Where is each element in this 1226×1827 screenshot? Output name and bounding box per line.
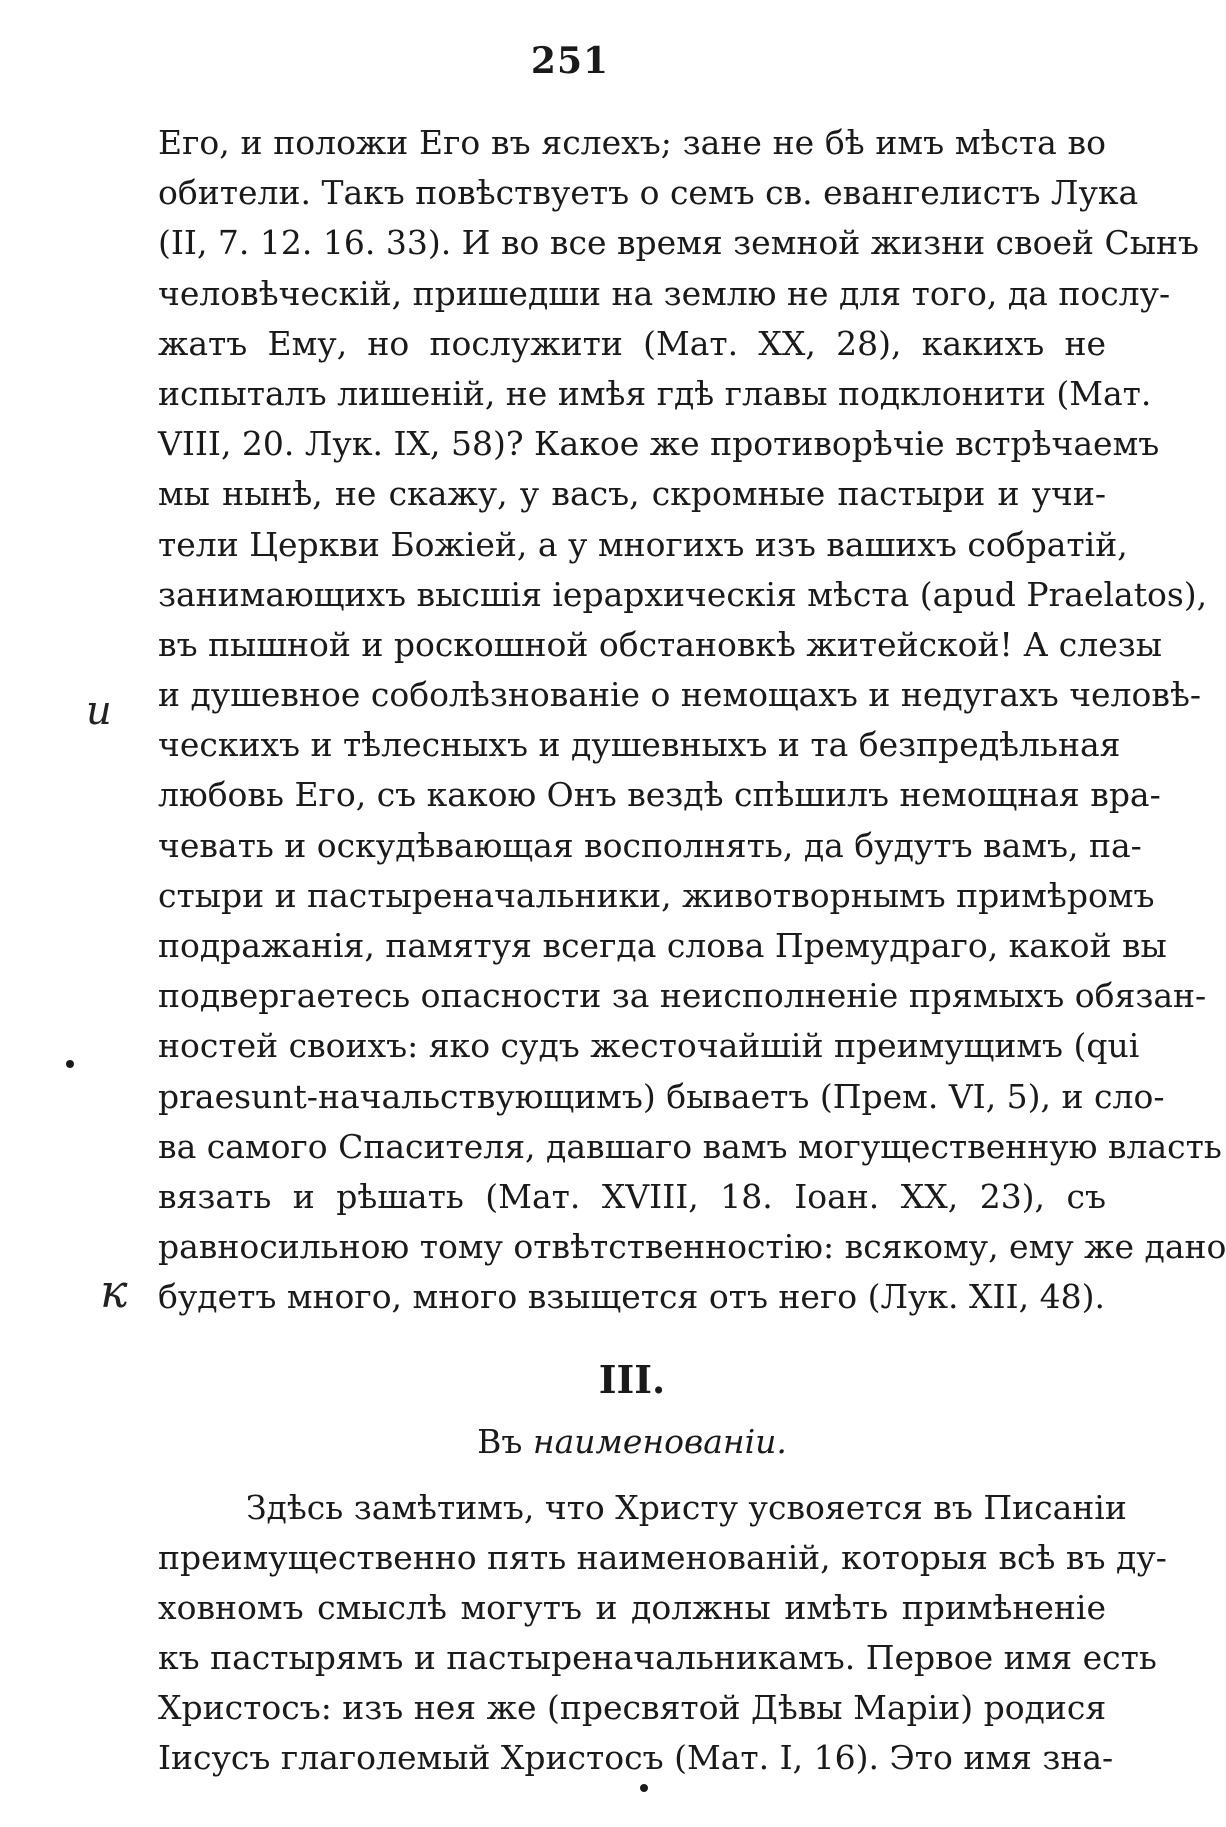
bottom-dot	[640, 1784, 648, 1792]
text-line: занимающихъ высшія іерархическія мѣста (apud Praelatos),	[158, 574, 1208, 614]
body-text	[158, 118, 1226, 1784]
text-line: тели Церкви Божіей, а у многихъ изъ вашихъ собратій,	[158, 524, 1128, 564]
text-line: обители. Такъ повѣствуетъ о семъ св. евангелистъ Лука	[158, 173, 1139, 213]
text-line: Его, и положи Его въ яслехъ; зане не бѣ имъ мѣста во	[158, 123, 1106, 162]
text-line: жатъ Ему, но послужити (Мат. XX, 28), какихъ не	[158, 323, 1106, 363]
text-line: ческихъ и тѣлесныхъ и душевныхъ и та безпредѣльная	[158, 725, 1121, 765]
text-line: любовь Его, съ какою Онъ вездѣ спѣшилъ немощная вра-	[158, 775, 1161, 815]
text-line: Христосъ: изъ нея же (пресвятой Дѣвы Маріи) родися	[158, 1688, 1107, 1728]
page-number: 251	[530, 40, 610, 82]
text-line: преимущественно пять наименованій, которыя всѣ въ ду-	[158, 1537, 1167, 1577]
text-line: стыри и пастыреначальники, животворнымъ примѣромъ	[158, 875, 1155, 915]
text-line: подвергаетесь опасности за неисполненіе прямыхъ обязан-	[158, 976, 1207, 1016]
margin-dot	[66, 1060, 74, 1068]
text-line: ховномъ смыслѣ могутъ и должны имѣть примѣненіе	[158, 1587, 1106, 1627]
section-title	[158, 1409, 1106, 1475]
text-line: ва самого Спасителя, давшаго вамъ могущественную власть	[158, 1126, 1222, 1166]
text-line: будетъ много, много взыщется отъ него (Лук. XII, 48).	[158, 1277, 1105, 1317]
section-title-prefix: Въ	[477, 1421, 523, 1461]
text-line: къ пастырямъ и пастыреначальникамъ. Первое имя есть	[158, 1638, 1157, 1678]
text-line: praesunt-начальствующимъ) бываетъ (Прем. VI, 5), и сло-	[158, 1076, 1165, 1116]
section-number: III.	[598, 1356, 666, 1402]
text-line: въ пышной и роскошной обстановкѣ житейской! А слезы	[158, 624, 1163, 664]
text-line: ностей своихъ: яко судъ жесточайшій преимущимъ (qui	[158, 1026, 1140, 1066]
text-line: Іисусъ глаголемый Христосъ (Мат. I, 16). Это имя зна-	[158, 1738, 1114, 1778]
text-line: и душевное соболѣзнованіе о немощахъ и недугахъ человѣ-	[158, 675, 1201, 715]
margin-note-2: к	[100, 1264, 128, 1318]
text-line: равносильною тому отвѣтственностію: всякому, ему же дано	[158, 1227, 1226, 1267]
section-title-italic: наименованіи.	[532, 1421, 787, 1461]
text-line: испыталъ лишеній, не имѣя гдѣ главы подклонити (Мат.	[158, 373, 1152, 413]
text-line: вязать и рѣшать (Мат. XVIII, 18. Іоан. XX, 23), съ	[158, 1176, 1106, 1216]
text-line: человѣческій, пришедши на землю не для того, да послу-	[158, 273, 1171, 313]
text-line: мы нынѣ, не скажу, у васъ, скромные пастыри и учи-	[158, 474, 1106, 514]
text-line: подражанія, памятуя всегда слова Премудраго, какой вы	[158, 926, 1167, 965]
margin-note-1: и	[86, 688, 112, 734]
text-line: (II, 7. 12. 16. 33). И во все время земной жизни своей Сынъ	[158, 223, 1199, 263]
text-line: чевать и оскудѣвающая восполнять, да будутъ вамъ, па-	[158, 825, 1142, 865]
text-line: Здѣсь замѣтимъ, что Христу усвояется въ Писаніи	[246, 1487, 1127, 1527]
text-line: VIII, 20. Лук. IX, 58)? Какое же противорѣчіе встрѣчаемъ	[158, 424, 1160, 464]
